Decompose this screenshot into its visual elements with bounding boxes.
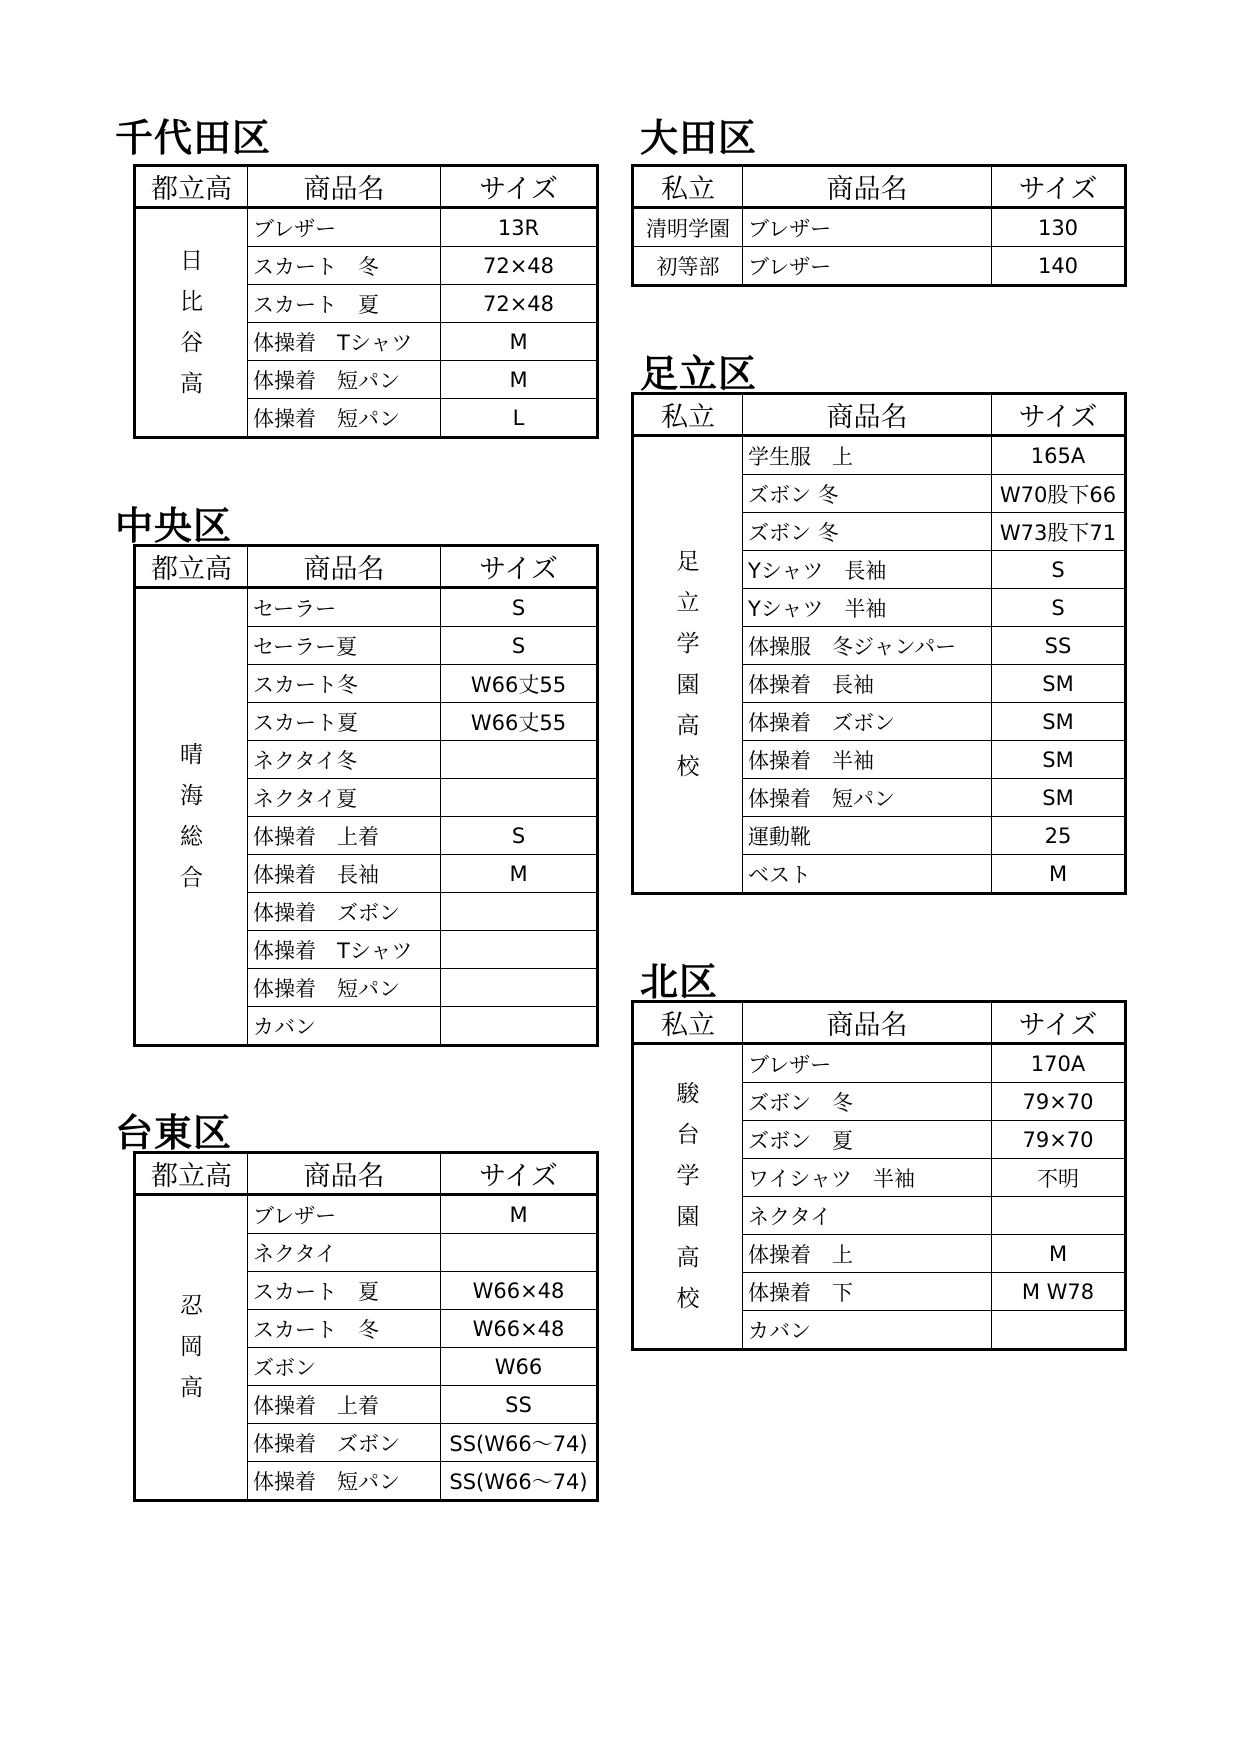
- table-ota: [631, 164, 1127, 287]
- size-cell: M: [441, 361, 598, 399]
- school-name-cell: [633, 1044, 743, 1350]
- item-name-cell: 体操着 短パン: [248, 399, 441, 438]
- item-name-cell: 体操着 長袖: [743, 665, 992, 703]
- size-cell: 72×48: [441, 247, 598, 285]
- item-name-cell: スカート 冬: [248, 1310, 441, 1348]
- header-school-type: 都立高: [135, 1153, 248, 1195]
- size-cell: SM: [992, 741, 1126, 779]
- size-cell: S: [992, 551, 1126, 589]
- item-name-cell: カバン: [743, 1311, 992, 1350]
- item-name-cell: スカート夏: [248, 703, 441, 741]
- item-name-cell: ズボン 冬: [743, 513, 992, 551]
- table-row: [633, 436, 1126, 475]
- item-name-cell: スカート冬: [248, 665, 441, 703]
- item-name-cell: ブレザー: [743, 1044, 992, 1083]
- size-cell: 140: [992, 247, 1126, 286]
- header-item: 商品名: [248, 166, 441, 208]
- size-cell: SS(W66～74): [441, 1424, 598, 1462]
- size-cell: W70股下66: [992, 475, 1126, 513]
- item-name-cell: 体操着 長袖: [248, 855, 441, 893]
- header-school-type: 私立: [633, 166, 743, 208]
- header-school-type: 私立: [633, 394, 743, 436]
- ward-title-chuo: 中央区: [115, 504, 233, 548]
- table-chiyoda: [133, 164, 599, 439]
- size-cell: 165A: [992, 436, 1126, 475]
- header-school-type: 都立高: [135, 546, 248, 588]
- ward-title-adachi: 足立区: [640, 352, 758, 396]
- item-name-cell: ネクタイ冬: [248, 741, 441, 779]
- size-cell: 79×70: [992, 1121, 1126, 1159]
- school-name-char: 日: [180, 247, 203, 274]
- ward-title-ota: 大田区: [640, 116, 758, 160]
- size-cell: 130: [992, 208, 1126, 247]
- header-item: 商品名: [743, 1002, 992, 1044]
- school-name-cell: [135, 1195, 248, 1501]
- item-name-cell: ズボン 夏: [743, 1121, 992, 1159]
- table-taito: [133, 1151, 599, 1502]
- table-row: [633, 1044, 1126, 1083]
- header-item: 商品名: [743, 394, 992, 436]
- header-school-type: 都立高: [135, 166, 248, 208]
- header-item: 商品名: [743, 166, 992, 208]
- size-cell: SM: [992, 779, 1126, 817]
- item-name-cell: ブレザー: [248, 208, 441, 247]
- item-name-cell: ベスト: [743, 855, 992, 894]
- size-cell: S: [441, 817, 598, 855]
- header-size: サイズ: [441, 546, 598, 588]
- size-cell: SS: [992, 627, 1126, 665]
- item-name-cell: 体操着 下: [743, 1273, 992, 1311]
- school-name-char: 高: [676, 712, 700, 739]
- item-name-cell: ズボン 冬: [743, 1083, 992, 1121]
- school-name-char: 高: [180, 1375, 203, 1401]
- header-item: 商品名: [248, 546, 441, 588]
- item-name-cell: スカート 冬: [248, 247, 441, 285]
- ward-title-chiyoda: 千代田区: [115, 116, 272, 160]
- school-name-char: 足: [676, 548, 700, 575]
- header-size: サイズ: [441, 1153, 598, 1195]
- school-name-char: 園: [676, 671, 700, 698]
- school-name-char: 学: [676, 1162, 700, 1189]
- school-name-char: 校: [676, 1285, 700, 1312]
- ward-title-kita: 北区: [640, 960, 719, 1004]
- size-cell: [441, 1007, 598, 1046]
- school-name-cell: [135, 588, 248, 1046]
- item-name-cell: 体操着 上着: [248, 817, 441, 855]
- table-row: [633, 247, 1126, 286]
- size-cell: [992, 1197, 1126, 1235]
- school-name-char: 駿: [676, 1080, 700, 1107]
- size-cell: W66: [441, 1348, 598, 1386]
- size-cell: W66×48: [441, 1310, 598, 1348]
- item-name-cell: 学生服 上: [743, 436, 992, 475]
- item-name-cell: ブレザー: [743, 247, 992, 286]
- item-name-cell: 体操着 上: [743, 1235, 992, 1273]
- item-name-cell: Yシャツ 長袖: [743, 551, 992, 589]
- size-cell: [992, 1311, 1126, 1350]
- school-name-char: 学: [676, 630, 700, 657]
- header-size: サイズ: [992, 1002, 1126, 1044]
- size-cell: SM: [992, 665, 1126, 703]
- school-name-char: 忍: [180, 1293, 203, 1319]
- size-cell: W66丈55: [441, 703, 598, 741]
- table-row: [135, 1195, 598, 1234]
- size-cell: 79×70: [992, 1083, 1126, 1121]
- size-cell: S: [441, 588, 598, 627]
- size-cell: [441, 779, 598, 817]
- size-cell: SS: [441, 1386, 598, 1424]
- size-cell: SS(W66～74): [441, 1462, 598, 1501]
- item-name-cell: ワイシャツ 半袖: [743, 1159, 992, 1197]
- item-name-cell: 体操着 短パン: [743, 779, 992, 817]
- item-name-cell: カバン: [248, 1007, 441, 1046]
- item-name-cell: 体操着 短パン: [248, 1462, 441, 1501]
- item-name-cell: ブレザー: [743, 208, 992, 247]
- size-cell: [441, 969, 598, 1007]
- header-size: サイズ: [992, 166, 1126, 208]
- size-cell: M: [441, 323, 598, 361]
- school-name-char: 谷: [180, 329, 203, 356]
- school-name-char: 台: [676, 1121, 700, 1148]
- size-cell: 25: [992, 817, 1126, 855]
- table-kita: [631, 1000, 1127, 1351]
- school-name-char: 海: [180, 782, 203, 809]
- size-cell: W66×48: [441, 1272, 598, 1310]
- school-name-char: 立: [676, 589, 700, 616]
- size-cell: M: [992, 855, 1126, 894]
- header-school-type: 私立: [633, 1002, 743, 1044]
- item-name-cell: 体操着 ズボン: [743, 703, 992, 741]
- item-name-cell: 体操着 Tシャツ: [248, 931, 441, 969]
- school-name-char: 高: [180, 370, 203, 397]
- size-cell: S: [441, 627, 598, 665]
- item-name-cell: セーラー: [248, 588, 441, 627]
- table-adachi: [631, 392, 1127, 895]
- item-name-cell: 体操服 冬ジャンパー: [743, 627, 992, 665]
- size-cell: [441, 1234, 598, 1272]
- header-size: サイズ: [992, 394, 1126, 436]
- item-name-cell: ズボン 冬: [743, 475, 992, 513]
- item-name-cell: ブレザー: [248, 1195, 441, 1234]
- size-cell: [441, 893, 598, 931]
- school-name-cell: [633, 436, 743, 894]
- item-name-cell: ネクタイ: [248, 1234, 441, 1272]
- size-cell: S: [992, 589, 1126, 627]
- size-cell: M: [441, 855, 598, 893]
- table-chuo: [133, 544, 599, 1047]
- item-name-cell: 体操着 Tシャツ: [248, 323, 441, 361]
- item-name-cell: 体操着 上着: [248, 1386, 441, 1424]
- header-item: 商品名: [248, 1153, 441, 1195]
- size-cell: 13R: [441, 208, 598, 247]
- school-name-char: 岡: [180, 1334, 203, 1360]
- item-name-cell: 体操着 ズボン: [248, 893, 441, 931]
- school-name-char: 合: [180, 864, 203, 891]
- school-name-char: 高: [676, 1244, 700, 1271]
- school-name-char: 園: [676, 1203, 700, 1230]
- item-name-cell: 体操着 短パン: [248, 361, 441, 399]
- size-cell: M: [992, 1235, 1126, 1273]
- ward-title-taito: 台東区: [115, 1111, 233, 1155]
- size-cell: M: [441, 1195, 598, 1234]
- item-name-cell: 体操着 半袖: [743, 741, 992, 779]
- school-name-cell: 清明学園: [633, 208, 743, 247]
- school-name-cell: [135, 208, 248, 438]
- size-cell: 170A: [992, 1044, 1126, 1083]
- school-name-char: 校: [676, 753, 700, 780]
- size-cell: W73股下71: [992, 513, 1126, 551]
- item-name-cell: スカート 夏: [248, 1272, 441, 1310]
- size-cell: W66丈55: [441, 665, 598, 703]
- item-name-cell: 運動靴: [743, 817, 992, 855]
- size-cell: 不明: [992, 1159, 1126, 1197]
- school-name-char: 比: [180, 288, 203, 315]
- item-name-cell: ネクタイ夏: [248, 779, 441, 817]
- item-name-cell: ズボン: [248, 1348, 441, 1386]
- school-name-char: 総: [180, 823, 203, 850]
- table-row: [135, 588, 598, 627]
- size-cell: M W78: [992, 1273, 1126, 1311]
- size-cell: 72×48: [441, 285, 598, 323]
- size-cell: [441, 931, 598, 969]
- size-cell: SM: [992, 703, 1126, 741]
- size-cell: [441, 741, 598, 779]
- item-name-cell: 体操着 ズボン: [248, 1424, 441, 1462]
- item-name-cell: Yシャツ 半袖: [743, 589, 992, 627]
- item-name-cell: セーラー夏: [248, 627, 441, 665]
- school-name-char: 晴: [180, 741, 203, 768]
- item-name-cell: ネクタイ: [743, 1197, 992, 1235]
- table-row: [135, 208, 598, 247]
- item-name-cell: 体操着 短パン: [248, 969, 441, 1007]
- item-name-cell: スカート 夏: [248, 285, 441, 323]
- header-size: サイズ: [441, 166, 598, 208]
- size-cell: L: [441, 399, 598, 438]
- table-row: [633, 208, 1126, 247]
- school-name-cell: 初等部: [633, 247, 743, 286]
